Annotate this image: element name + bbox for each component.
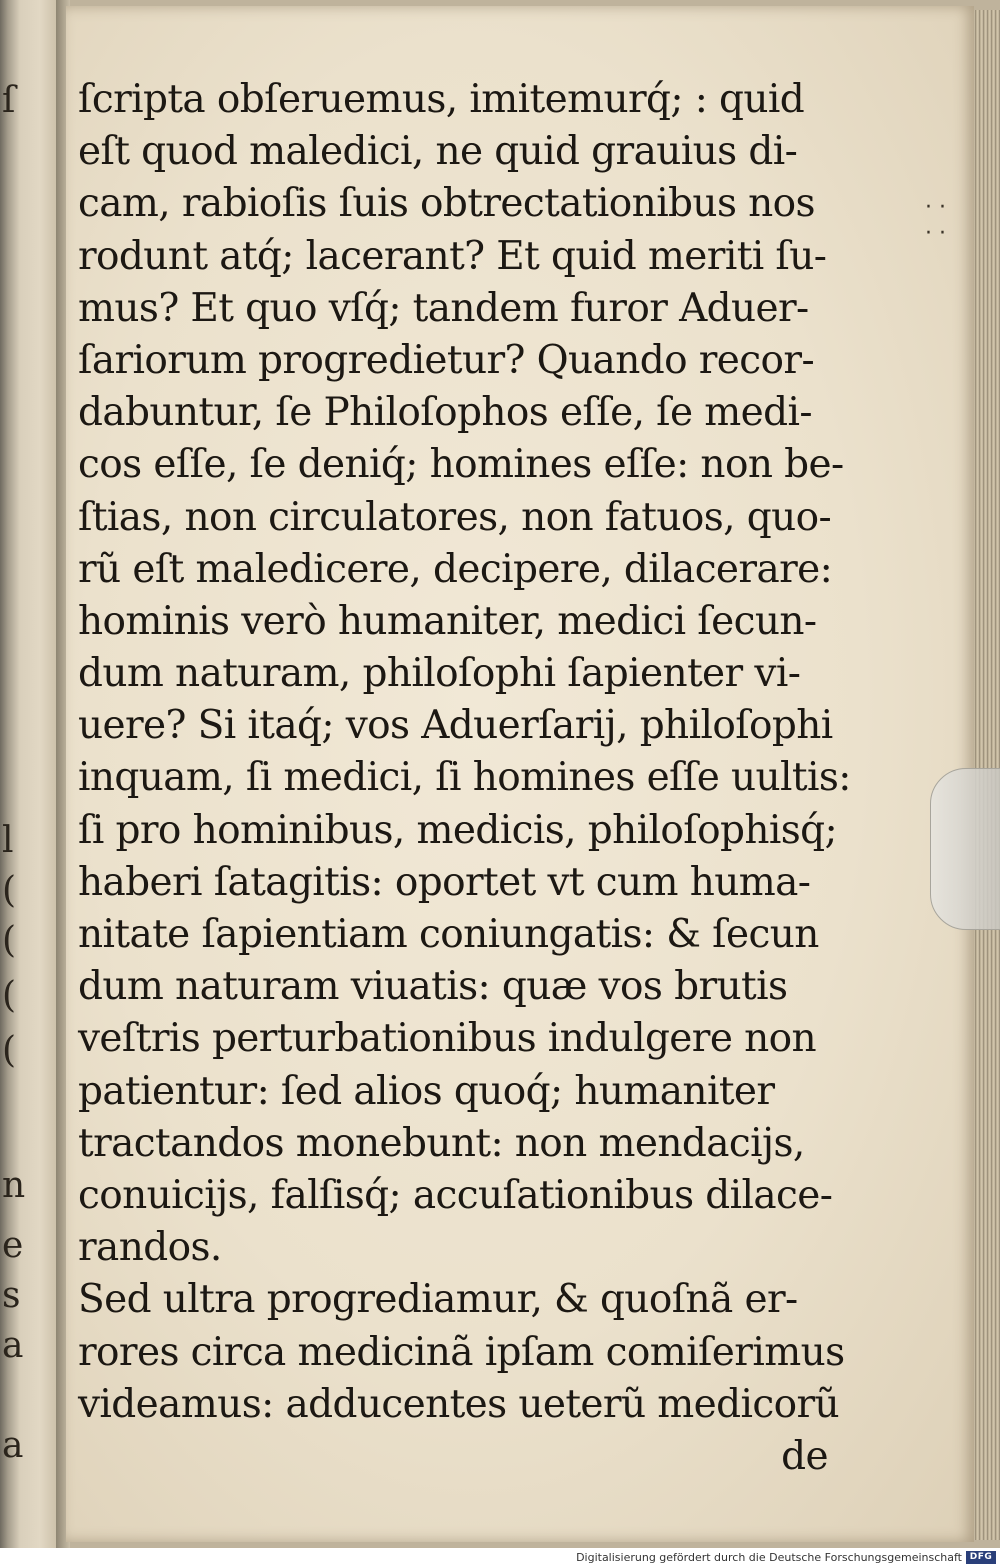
left-page-fragment: ( bbox=[2, 870, 17, 911]
left-page-fragment: e bbox=[2, 1225, 24, 1266]
text-line: nitate ſapientiam coniungatis: & ſecun bbox=[78, 912, 819, 957]
left-page-fragment: a bbox=[2, 1425, 24, 1466]
text-line: tractandos monebunt: non mendacijs, bbox=[78, 1120, 805, 1166]
text-line: ſcripta obſeruemus, imitemurq́; : quid bbox=[78, 77, 805, 122]
left-page-fragment: s bbox=[2, 1275, 21, 1316]
text-line: ſtias, non circulatores, non fatuos, quo- bbox=[78, 494, 832, 540]
left-page-fragment: ( bbox=[2, 920, 17, 961]
text-line: inquam, ſi medici, ſi homines eſſe uultis: bbox=[78, 755, 851, 801]
text-line: Sed ultra progrediamur, & quoſnã er- bbox=[78, 1277, 798, 1323]
left-page-fragment: ( bbox=[2, 975, 17, 1016]
digitization-credit: Digitalisierung gefördert durch die Deutsche Forschungsgemeinschaft bbox=[576, 1551, 962, 1564]
text-line: uere? Si itaq́; vos Aduerſarij, philoſophi bbox=[78, 703, 833, 749]
text-line: conuicijs, falſisq́; accuſationibus dilace- bbox=[78, 1172, 833, 1218]
text-line: cos eſſe, ſe deniq́; homines eſſe: non be- bbox=[78, 442, 844, 488]
text-line: randos. bbox=[78, 1225, 222, 1271]
left-page-fragment: l bbox=[2, 820, 14, 861]
left-page-fragment: n bbox=[2, 1165, 26, 1206]
text-line: ſariorum progredietur? Quando recor- bbox=[78, 337, 815, 383]
text-line: dum naturam, philoſophi ſapienter vi- bbox=[78, 651, 801, 697]
color-tab bbox=[930, 768, 1000, 930]
dfg-logo: DFG bbox=[966, 1551, 996, 1564]
text-line: cam, rabioſis ſuis obtrectationibus nos bbox=[78, 181, 815, 227]
text-line: eſt quod maledici, ne quid grauius di- bbox=[78, 129, 798, 175]
text-line: hominis verò humaniter, medici ſecun- bbox=[78, 598, 817, 644]
text-line: videamus: adducentes ueterũ medicorũ bbox=[78, 1381, 840, 1427]
left-page-fragment: ſ bbox=[2, 80, 16, 121]
text-line: patientur: ſed alios quoq́; humaniter bbox=[78, 1068, 775, 1114]
margin-dots: · · · · bbox=[925, 195, 946, 246]
catchword: de bbox=[781, 1433, 828, 1479]
left-page-fragment: ( bbox=[2, 1030, 17, 1071]
footer-bar bbox=[0, 1548, 1000, 1568]
page-text bbox=[78, 74, 851, 1483]
text-line: mus? Et quo vſq́; tandem furor Aduer- bbox=[78, 285, 809, 331]
left-page-fragment: a bbox=[2, 1325, 24, 1366]
text-line: rodunt atq́; lacerant? Et quid meriti ſu- bbox=[78, 233, 827, 279]
text-line: haberi ſatagitis: oportet vt cum huma- bbox=[78, 859, 811, 905]
text-line: dabuntur, ſe Philoſophos eſſe, ſe medi- bbox=[78, 390, 812, 436]
text-line: rũ eſt maledicere, decipere, dilacerare: bbox=[78, 546, 833, 592]
text-line: rores circa medicinã ipſam comiſerimus bbox=[78, 1329, 845, 1375]
text-line: ſi pro hominibus, medicis, philoſophisq́; bbox=[78, 807, 838, 853]
text-line: dum naturam viuatis: quæ vos brutis bbox=[78, 964, 788, 1010]
text-line: veſtris perturbationibus indulgere non bbox=[78, 1016, 817, 1062]
left-page-edge bbox=[0, 0, 58, 1548]
